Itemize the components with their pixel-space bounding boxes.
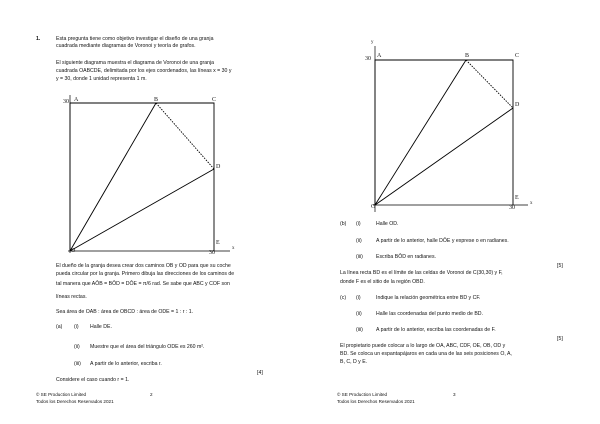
description-line-3: y = 30, donde 1 unidad representa 1 m. [56, 76, 147, 82]
part-b-marks: [5] [557, 263, 563, 269]
x-axis-label: x [232, 246, 235, 251]
part-c-label: (c) [340, 295, 347, 301]
point-c-label: C [515, 53, 520, 59]
footer-copyright: © SE Production Limited [36, 392, 87, 397]
part-c-i-text: Indique la relación geométrica entre BD y CF. [376, 295, 481, 301]
voronoi-diagram-right [300, 40, 600, 215]
description-line-1: El siguiente diagrama muestra el diagrama de Voronoi de una granja [56, 60, 215, 66]
point-d-label: D [515, 102, 520, 108]
x-tick-label: 30 [209, 250, 215, 256]
part-c-i-label: (i) [356, 295, 361, 301]
intro-line-1: Esta pregunta tiene como objetivo investigar el diseño de una granja [56, 36, 214, 42]
point-b-label: B [465, 53, 470, 59]
part-a-iii-label: (iii) [74, 361, 81, 367]
part-b-iii-label: (iii) [356, 254, 363, 260]
y-axis-label: y [371, 40, 374, 45]
part-c-marks: [5] [557, 336, 563, 342]
point-c-label: C [212, 97, 217, 103]
part-c-iii-label: (iii) [356, 327, 363, 333]
description-line-2: cuadrada OABCDE, delimitada por los ejes coordenados, las líneas x = 30 y [56, 68, 232, 74]
text-after-3: tal manera que AÔB = BÔD = DÔE = π/6 rad. Se sabe que ABC y COF son [56, 281, 230, 287]
part-b-ii-text: A partir de lo anterior, halle DÔE y exprese o en radianes. [376, 238, 509, 244]
part-b-i-label: (i) [356, 221, 361, 227]
final-text-2: BD. Se coloca un espantapájaros en cada una de las seis posiciones O, A, [340, 351, 512, 357]
point-o-label: O [71, 248, 76, 254]
point-e-label: E [515, 195, 519, 201]
part-c-iii-text: A partir de lo anterior, escriba las coordenadas de F. [376, 327, 496, 333]
part-b-ii-label: (ii) [356, 238, 362, 244]
final-text-1: El propietario puede colocar a lo largo de OA, ABC, CDF, OE, OB, OD y [340, 343, 506, 349]
point-a-label: A [74, 97, 79, 103]
y-tick-label: 30 [365, 56, 371, 62]
point-e-label: E [216, 240, 220, 246]
part-a-ii-text: Muestre que el área del triángulo ODE es 260 m². [90, 344, 205, 350]
right-page [300, 0, 600, 424]
text-after-2: pueda circular por la granja. Primero dibuja las direcciones de los caminos de [56, 271, 235, 277]
text-after-4: líneas rectas. [56, 294, 87, 300]
ratio-line: Sea área de OAB : área de OBCD : área de ODE = 1 : r : 1. [56, 309, 194, 315]
part-c-ii-label: (ii) [356, 311, 362, 317]
page-number: 3 [453, 392, 456, 397]
bisector-text-1: La línea recta BD es el límite de las celdas de Voronoi de C(30,30) y F, [340, 270, 503, 276]
consider-line: Considere el caso cuando r = 1. [56, 377, 130, 383]
part-b-i-text: Halle OD. [376, 221, 399, 227]
question-number: 1. [36, 36, 41, 42]
part-c-ii-text: Halle las coordenadas del punto medio de BD. [376, 311, 483, 317]
intro-line-2: cuadrada mediante diagramas de Voronoi y teoría de grafos. [56, 43, 196, 49]
part-b-iii-text: Escriba BÔD en radianes. [376, 254, 436, 260]
part-a-iii-text: A partir de lo anterior, escriba r. [90, 361, 162, 367]
footer-rights: Todos los Derechos Reservados 2021 [337, 399, 415, 404]
part-a-ii-label: (ii) [74, 344, 80, 350]
part-b-label: (b) [340, 221, 347, 227]
voronoi-diagram-left [0, 85, 300, 255]
final-text-3: B, C, D y E. [340, 359, 368, 365]
part-a-i-text: Halle DE. [90, 324, 112, 330]
x-tick-label: 30 [509, 205, 515, 211]
point-a-label: A [377, 53, 382, 59]
bisector-text-2: donde F es el sitio de la región OBD. [340, 279, 425, 285]
footer-rights: Todos los Derechos Reservados 2021 [36, 399, 114, 404]
point-b-label: B [154, 97, 159, 103]
point-o-label: O [371, 204, 376, 210]
part-a-i-label: (i) [74, 324, 79, 330]
x-axis-label: x [530, 201, 533, 206]
text-after-1: El dueño de la granja desea crear dos caminos OB y OD para que su coche [56, 263, 231, 269]
y-tick-label: 30 [63, 99, 69, 105]
page-number: 2 [150, 392, 153, 397]
part-a-label: (a) [56, 324, 63, 330]
point-d-label: D [216, 164, 221, 170]
part-a-marks: [4] [257, 370, 263, 376]
footer-copyright: © SE Production Limited [337, 392, 388, 397]
